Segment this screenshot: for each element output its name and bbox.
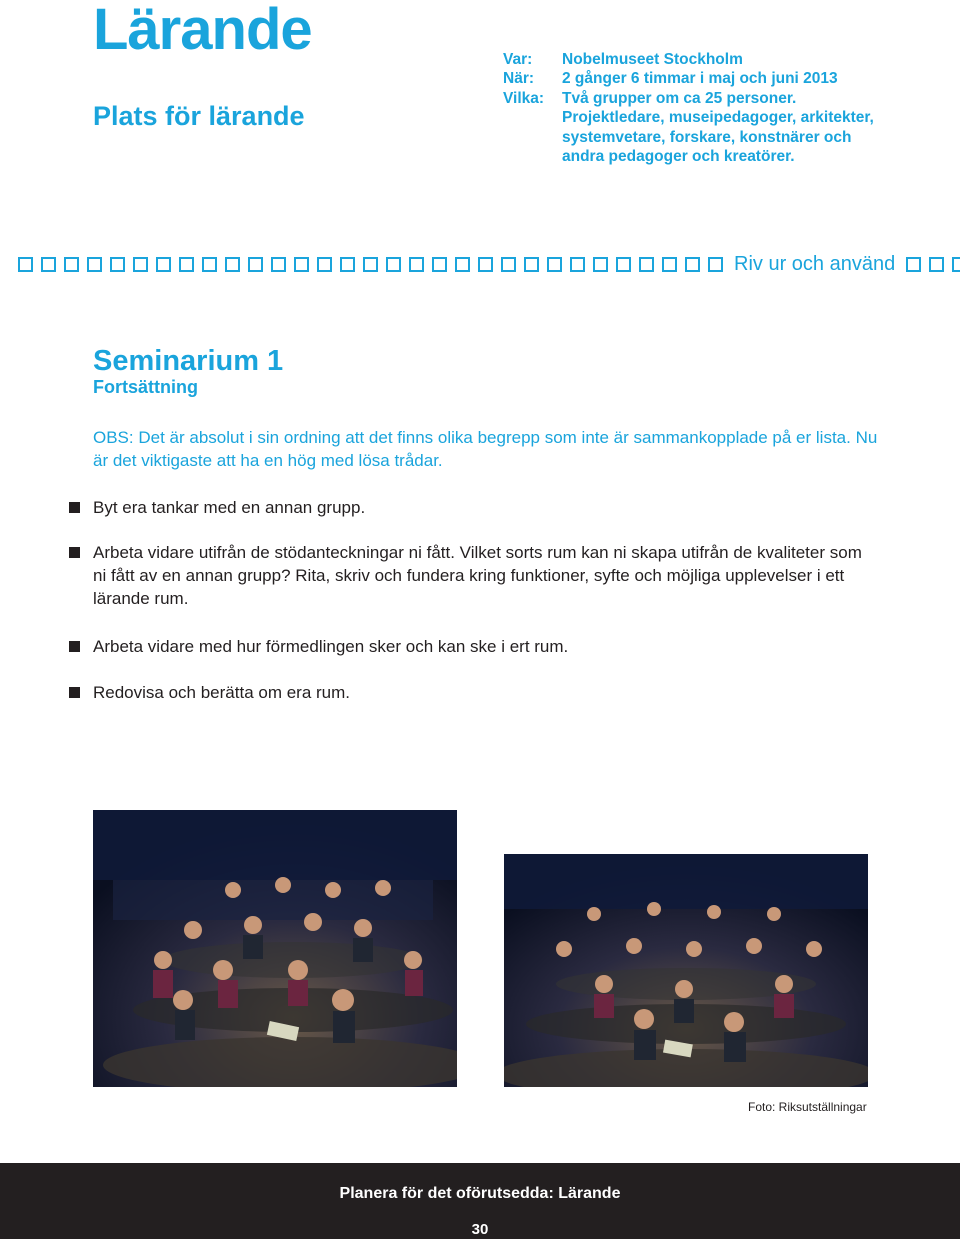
tear-square-icon [248,257,263,272]
info-label: Vilka: [503,89,545,107]
tear-square-icon [685,257,700,272]
workshop-photo-right [504,854,868,1087]
seminar-note: OBS: Det är absolut i sin ordning att det finns olika begrepp som inte är sammankopplade på er lista. Nu är det viktigaste att ha en hög med lösa trådar. [93,428,878,470]
bullet-text: Byt era tankar med en annan grupp. [93,498,366,517]
info-row-when [503,69,892,88]
tear-square-icon [18,257,33,272]
tear-square-icon [639,257,654,272]
info-row-where [503,50,892,69]
tear-square-icon [570,257,585,272]
tear-square-icon [547,257,562,272]
tear-square-icon [432,257,447,272]
info-row-who [503,89,892,167]
bullet-text: Redovisa och berätta om era rum. [93,683,351,702]
tear-square-icon [708,257,723,272]
footer-title: Planera för det oförutsedda: Lärande [339,1185,621,1202]
tear-square-icon [294,257,309,272]
info-value: Två grupper om ca 25 personer. Projektledare, museipedagoger, arkitekter, systemvetare, forskare, konstnärer och andra pedagoger och kreatörer. [562,89,874,166]
tear-square-icon [202,257,217,272]
seminar-subtitle: Fortsättning [93,377,198,397]
info-label: När: [503,70,535,88]
tear-square-icon [317,257,332,272]
workshop-photo-left [93,810,457,1087]
bullet-item [69,681,869,704]
tear-squares-left [18,257,731,272]
info-value: 2 gånger 6 timmar i maj och juni 2013 [562,70,838,88]
info-label: Var: [503,51,533,68]
bullet-square-icon [69,641,80,652]
tear-square-icon [593,257,608,272]
tear-square-icon [455,257,470,272]
tear-square-icon [501,257,516,272]
tear-squares-right [906,257,960,272]
tear-square-icon [110,257,125,272]
tear-square-icon [41,257,56,272]
tear-square-icon [156,257,171,272]
page-subtitle: Plats för lärande [93,101,305,131]
photo-illustration [504,854,868,1087]
photo-credit: Foto: Riksutställningar [748,1100,867,1114]
tear-square-icon [87,257,102,272]
bullet-text: Arbeta vidare utifrån de stödanteckningar ni fått. Vilket sorts rum kan ni skapa utifrån de kvaliteter som ni fått av en annan grupp? Rita, skriv och fundera kring funktioner, syfte och möjliga upplevelser i ett lärande rum. [93,543,862,608]
tear-square-icon [225,257,240,272]
bullet-square-icon [69,502,80,513]
tear-square-icon [386,257,401,272]
page-title: Lärande [93,0,312,62]
tear-square-icon [179,257,194,272]
tear-square-icon [271,257,286,272]
tear-square-icon [662,257,677,272]
bullet-item [69,496,869,519]
bullet-item [69,635,869,658]
bullet-text: Arbeta vidare med hur förmedlingen sker och kan ske i ert rum. [93,637,569,656]
bullet-square-icon [69,547,80,558]
tear-square-icon [616,257,631,272]
tear-off-label: Riv ur och använd [734,252,896,275]
bullet-item [69,541,869,610]
tear-square-icon [133,257,148,272]
info-value: Nobelmuseet Stockholm [562,51,743,68]
tear-square-icon [524,257,539,272]
tear-square-icon [64,257,79,272]
seminar-title: Seminarium 1 [93,345,284,377]
tear-off-line [18,250,960,278]
tear-square-icon [906,257,921,272]
bullet-square-icon [69,687,80,698]
tear-square-icon [929,257,944,272]
tear-square-icon [952,257,960,272]
tear-square-icon [340,257,355,272]
tear-square-icon [478,257,493,272]
tear-square-icon [363,257,378,272]
event-info [503,50,892,166]
tear-square-icon [409,257,424,272]
photo-illustration [93,810,457,1087]
page-number: 30 [471,1221,489,1238]
